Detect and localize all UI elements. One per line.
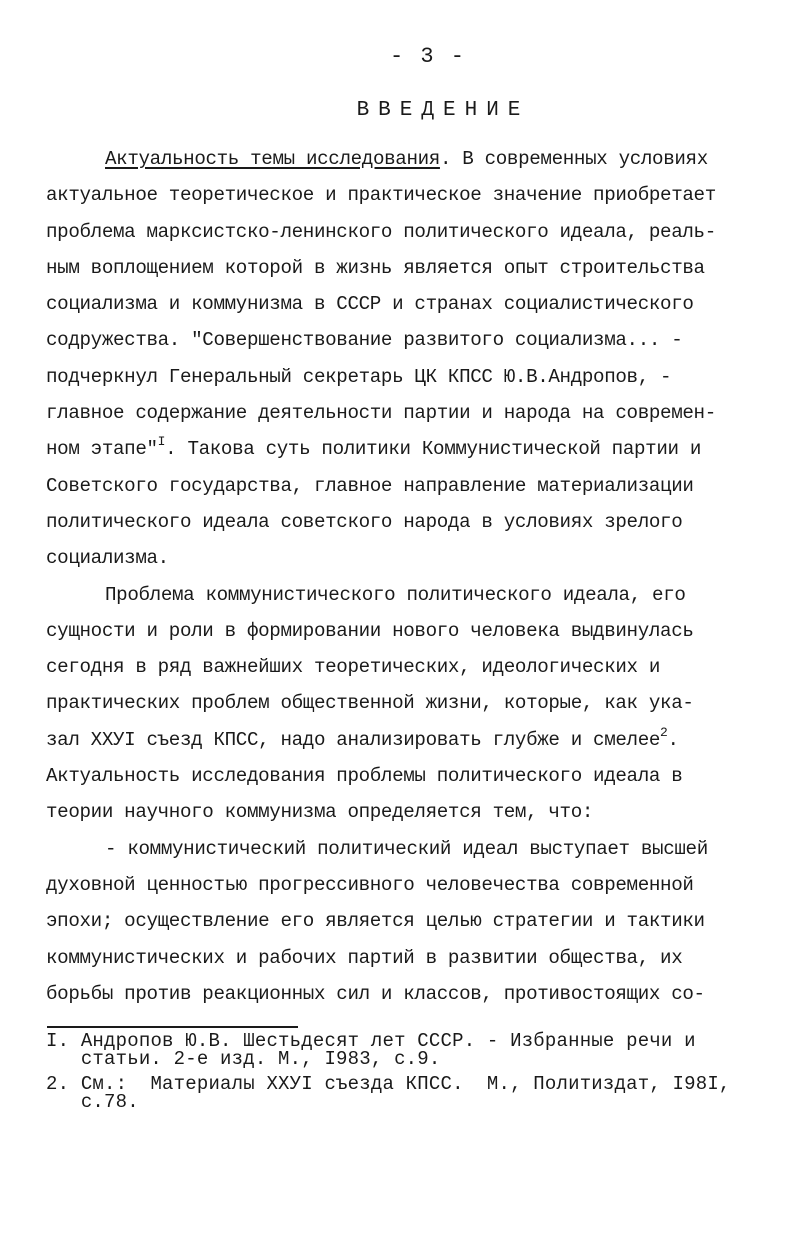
paragraph-1-line: актуальное теоретическое и практическое значение приобретает xyxy=(46,184,716,207)
footnote-number: I. xyxy=(46,1030,70,1052)
paragraph-1-line: политического идеала советского народа в условиях зрелого xyxy=(46,510,683,533)
paragraph-2-line: Актуальность исследования проблемы политического идеала в xyxy=(46,765,683,788)
footnote-1: I. Андропов Ю.В. Шестьдесят лет СССР. - Избранные речи и статьи. 2-е изд. М., I983, с.9. xyxy=(46,1030,696,1070)
paragraph-1-line: ном этапе"$^I$. Такова суть политики Коммунистической партии и xyxy=(46,434,701,461)
page-number: - 3 - xyxy=(389,44,466,69)
footnote-number: 2. xyxy=(46,1073,70,1095)
footnote-divider xyxy=(47,1026,298,1028)
footnotes xyxy=(46,1032,766,1111)
list-item-line: духовной ценностью прогрессивного человечества современной xyxy=(46,873,694,896)
paragraph-1-line: подчеркнул Генеральный секретарь ЦК КПСС Ю.В.Андропов, - xyxy=(46,365,672,388)
footnote-ref-2[interactable]: 2 xyxy=(660,724,668,740)
list-item-line: - коммунистический политический идеал выступает высшей xyxy=(105,837,708,860)
list-item-line: борьбы против реакционных сил и классов, противостоящих со- xyxy=(46,982,705,1005)
section-title: ВВЕДЕНИЕ xyxy=(356,99,530,122)
list-item-line: коммунистических и рабочих партий в развитии общества, их xyxy=(46,946,683,969)
paragraph-1-line: содружества. "Совершенствование развитого социализма... - xyxy=(46,329,683,352)
paragraph-2-line: зал ХХУI съезд КПСС, надо анализировать глубже и смелее$^2$. xyxy=(46,724,679,751)
paragraph-1-line: главное содержание деятельности партии и народа на современ- xyxy=(46,402,716,425)
paragraph-2-line: сегодня в ряд важнейших теоретических, идеологических и xyxy=(46,656,661,679)
list-item-line: эпохи; осуществление его является целью стратегии и тактики xyxy=(46,910,705,933)
topic-relevance-heading: Актуальность темы исследования xyxy=(105,148,440,170)
footnote-ref-1[interactable]: I xyxy=(157,434,166,450)
paragraph-1-line: Советского государства, главное направление материализации xyxy=(46,474,694,497)
paragraph-2-line: практических проблем общественной жизни, которые, как ука- xyxy=(46,692,694,715)
paragraph-1-line: социализма и коммунизма в СССР и странах социалистического xyxy=(46,293,694,316)
paragraph-1-line: проблема марксистско-ленинского политического идеала, реаль- xyxy=(46,220,716,243)
paragraph-1-line: социализма. xyxy=(46,547,169,570)
paragraph-2-line: теории научного коммунизма определяется тем, что: xyxy=(46,801,594,824)
paragraph-1-line: ным воплощением которой в жизнь является опыт строительства xyxy=(46,256,705,279)
body-text xyxy=(46,141,766,1012)
paragraph-2-line: сущности и роли в формировании нового человека выдвинулась xyxy=(46,619,694,642)
footnote-2: 2. См.: Материалы ХХУI съезда КПСС. М., Политиздат, I98I, с.78. xyxy=(46,1073,731,1113)
paragraph-2-line: Проблема коммунистического политического идеала, его xyxy=(105,583,686,606)
paragraph-1-line: Актуальность темы исследования. В современных условиях xyxy=(105,148,708,170)
